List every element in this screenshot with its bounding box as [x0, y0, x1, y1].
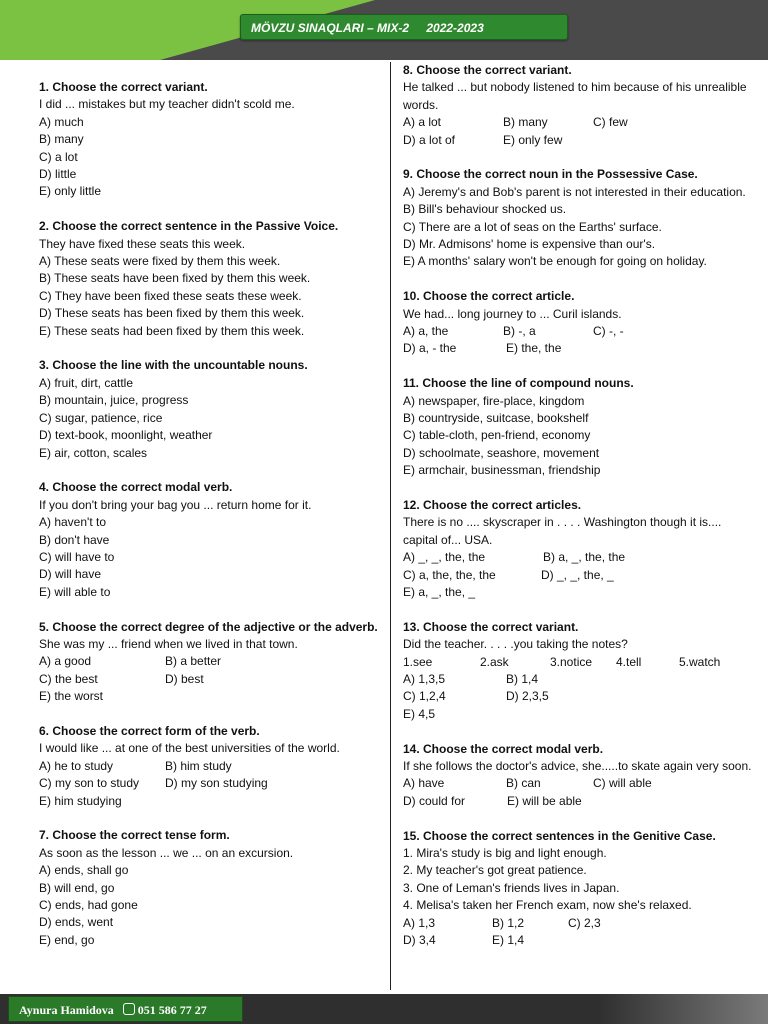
question-line: If she follows the doctor's advice, she.....to skate again very soon. [403, 759, 752, 774]
option-row [403, 114, 753, 131]
question-title: 2. Choose the correct sentence in the Passive Voice. [39, 219, 339, 234]
question-block [403, 619, 753, 723]
question-line: E) 4,5 [403, 706, 436, 721]
option: B) many [503, 115, 548, 130]
option-row [403, 654, 753, 671]
option: B) 1,4 [506, 672, 539, 687]
question-line: E) will able to [39, 584, 111, 599]
question-line: C) There are a lot of seas on the Earths' surface. [403, 219, 662, 234]
option: D) a, - the [403, 341, 457, 356]
question-title: 14. Choose the correct modal verb. [403, 741, 604, 756]
option-row [403, 549, 753, 566]
question-line: D) These seats has been fixed by them this week. [39, 306, 305, 321]
question-line: B) will end, go [39, 880, 115, 895]
option: E) the, the [506, 341, 562, 356]
question-title: 10. Choose the correct article. [403, 289, 575, 304]
option-row [403, 671, 753, 688]
option: 3.notice [550, 654, 593, 669]
question-line: E) the worst [39, 689, 104, 704]
question-line: There is no .... skyscraper in . . . . Washington though it is.... capital of... USA. [403, 515, 725, 547]
question-line: B) mountain, juice, progress [39, 393, 189, 408]
title-year: 2022-2023 [426, 21, 484, 35]
question-line: A) Jeremy's and Bob's parent is not interested in their education. [403, 184, 746, 199]
question-block [403, 166, 753, 270]
page-title [240, 14, 568, 40]
question-block [39, 79, 384, 201]
option-row [403, 688, 753, 705]
question-title: 6. Choose the correct form of the verb. [39, 723, 260, 738]
question-line: 4. Melisa's taken her French exam, now she's relaxed. [403, 898, 692, 913]
option: C) 2,3 [568, 915, 601, 930]
left-column [39, 79, 384, 967]
question-line: E) air, cotton, scales [39, 445, 148, 460]
option-row [39, 758, 384, 775]
question-line: B) These seats have been fixed by them this week. [39, 271, 311, 286]
option: 1.see [403, 654, 433, 669]
question-block [403, 288, 753, 358]
question-block [403, 828, 753, 950]
option-row [403, 567, 753, 584]
option: C) few [593, 115, 628, 130]
option-row [39, 653, 384, 670]
question-line: C) They have been fixed these seats these week. [39, 288, 302, 303]
option: C) a, the, the, the [403, 567, 496, 582]
question-title: 11. Choose the line of compound nouns. [403, 376, 634, 391]
question-line: If you don't bring your bag you ... return home for it. [39, 497, 312, 512]
option: A) 1,3,5 [403, 672, 446, 687]
question-title: 9. Choose the correct noun in the Possessive Case. [403, 167, 698, 182]
option: D) best [165, 671, 204, 686]
question-line: A) haven't to [39, 515, 106, 530]
question-line: B) Bill's behaviour shocked us. [403, 202, 567, 217]
question-line: A) These seats were fixed by them this week. [39, 254, 281, 269]
question-line: D) Mr. Admisons' home is expensive than our's. [403, 237, 656, 252]
question-line: They have fixed these seats this week. [39, 236, 246, 251]
option: B) a better [165, 654, 222, 669]
question-block [403, 62, 753, 149]
question-line: C) will have to [39, 549, 115, 564]
question-title: 7. Choose the correct tense form. [39, 828, 230, 843]
question-block [403, 497, 753, 601]
option: A) _, _, the, the [403, 550, 486, 565]
footer-gradient [598, 994, 768, 1024]
option-row [403, 132, 753, 149]
option: D) could for [403, 793, 466, 808]
option: D) 2,3,5 [506, 689, 549, 704]
author-name: Aynura Hamidova [19, 1003, 114, 1017]
question-line: E) him studying [39, 793, 122, 808]
question-line: E) armchair, businessman, friendship [403, 463, 601, 478]
question-line: Did the teacher. . . . .you taking the notes? [403, 637, 628, 652]
option: 4.tell [616, 654, 642, 669]
option: A) a lot [403, 115, 442, 130]
author-badge [8, 996, 243, 1022]
question-title: 5. Choose the correct degree of the adjective or the adverb. [39, 619, 378, 634]
option: D) _, _, the, _ [541, 567, 614, 582]
question-block [39, 218, 384, 340]
option: D) my son studying [165, 776, 268, 791]
question-title: 1. Choose the correct variant. [39, 80, 208, 94]
question-line: He talked ... but nobody listened to him because of his unrealible words. [403, 80, 750, 112]
question-line: C) ends, had gone [39, 897, 138, 912]
option-row [39, 671, 384, 688]
option: 5.watch [679, 654, 721, 669]
question-line: I did ... mistakes but my teacher didn't scold me. [39, 97, 295, 112]
option: E) 1,4 [492, 933, 525, 948]
question-line: A) fruit, dirt, cattle [39, 375, 134, 390]
author-phone: 051 586 77 27 [137, 1003, 207, 1017]
question-block [403, 375, 753, 479]
option-row [403, 340, 753, 357]
question-line: D) little [39, 167, 77, 182]
option: E) only few [503, 132, 563, 147]
option: B) him study [165, 758, 232, 773]
question-line: A) newspaper, fire-place, kingdom [403, 393, 585, 408]
phone-icon [123, 1003, 135, 1015]
option: A) he to study [39, 758, 114, 773]
question-line: E) a, _, the, _ [403, 585, 476, 600]
question-line: I would like ... at one of the best universities of the world. [39, 741, 340, 756]
option: C) my son to study [39, 776, 140, 791]
option: E) will be able [507, 793, 582, 808]
option: A) a, the [403, 324, 449, 339]
question-block [39, 357, 384, 461]
question-block [403, 741, 753, 811]
option: A) 1,3 [403, 915, 436, 930]
option-row [403, 323, 753, 340]
question-title: 8. Choose the correct variant. [403, 63, 572, 77]
option: B) can [506, 776, 541, 791]
question-line: E) end, go [39, 932, 95, 947]
question-line: C) a lot [39, 149, 78, 164]
option: A) a good [39, 654, 92, 669]
option: D) 3,4 [403, 933, 436, 948]
question-line: As soon as the lesson ... we ... on an excursion. [39, 845, 294, 860]
question-line: A) much [39, 114, 84, 129]
question-line: B) don't have [39, 532, 110, 547]
question-line: She was my ... friend when we lived in that town. [39, 636, 298, 651]
option-row [403, 793, 753, 810]
question-line: B) many [39, 132, 84, 147]
option: C) -, - [593, 324, 624, 339]
question-line: 3. One of Leman's friends lives in Japan. [403, 880, 620, 895]
question-title: 15. Choose the correct sentences in the Genitive Case. [403, 828, 716, 843]
column-divider [390, 62, 391, 990]
option-row [39, 775, 384, 792]
question-title: 4. Choose the correct modal verb. [39, 480, 233, 495]
question-block [39, 479, 384, 601]
option: 2.ask [480, 654, 509, 669]
right-column [403, 62, 753, 967]
question-line: D) ends, went [39, 915, 114, 930]
option: B) -, a [503, 324, 536, 339]
option: C) 1,2,4 [403, 689, 446, 704]
question-line: C) table-cloth, pen-friend, economy [403, 428, 591, 443]
option: B) 1,2 [492, 915, 525, 930]
header-green-block [0, 0, 160, 60]
question-block [39, 827, 384, 949]
question-line: C) sugar, patience, rice [39, 410, 163, 425]
question-line: D) schoolmate, seashore, movement [403, 445, 600, 460]
question-line: D) text-book, moonlight, weather [39, 428, 213, 443]
option: A) have [403, 776, 445, 791]
option: B) a, _, the, the [543, 550, 626, 565]
question-title: 13. Choose the correct variant. [403, 619, 579, 634]
question-line: E) A months' salary won't be enough for going on holiday. [403, 254, 707, 269]
question-line: E) These seats had been fixed by them this week. [39, 323, 305, 338]
option-row [403, 775, 753, 792]
question-title: 3. Choose the line with the uncountable nouns. [39, 358, 308, 373]
question-line: A) ends, shall go [39, 863, 129, 878]
question-line: D) will have [39, 567, 102, 582]
option: C) the best [39, 671, 98, 686]
question-line: B) countryside, suitcase, bookshelf [403, 411, 589, 426]
question-line: 1. Mira's study is big and light enough. [403, 846, 607, 860]
question-block [39, 723, 384, 810]
question-title: 12. Choose the correct articles. [403, 498, 582, 513]
option: C) will able [593, 776, 652, 791]
question-line: E) only little [39, 184, 102, 199]
question-block [39, 619, 384, 706]
option-row [403, 932, 753, 949]
question-line: We had... long journey to ... Curil islands. [403, 306, 622, 321]
option: D) a lot of [403, 132, 456, 147]
option-row [403, 915, 753, 932]
question-line: 2. My teacher's got great patience. [403, 863, 587, 878]
title-text: MÖVZU SINAQLARI – MIX-2 [251, 21, 410, 35]
